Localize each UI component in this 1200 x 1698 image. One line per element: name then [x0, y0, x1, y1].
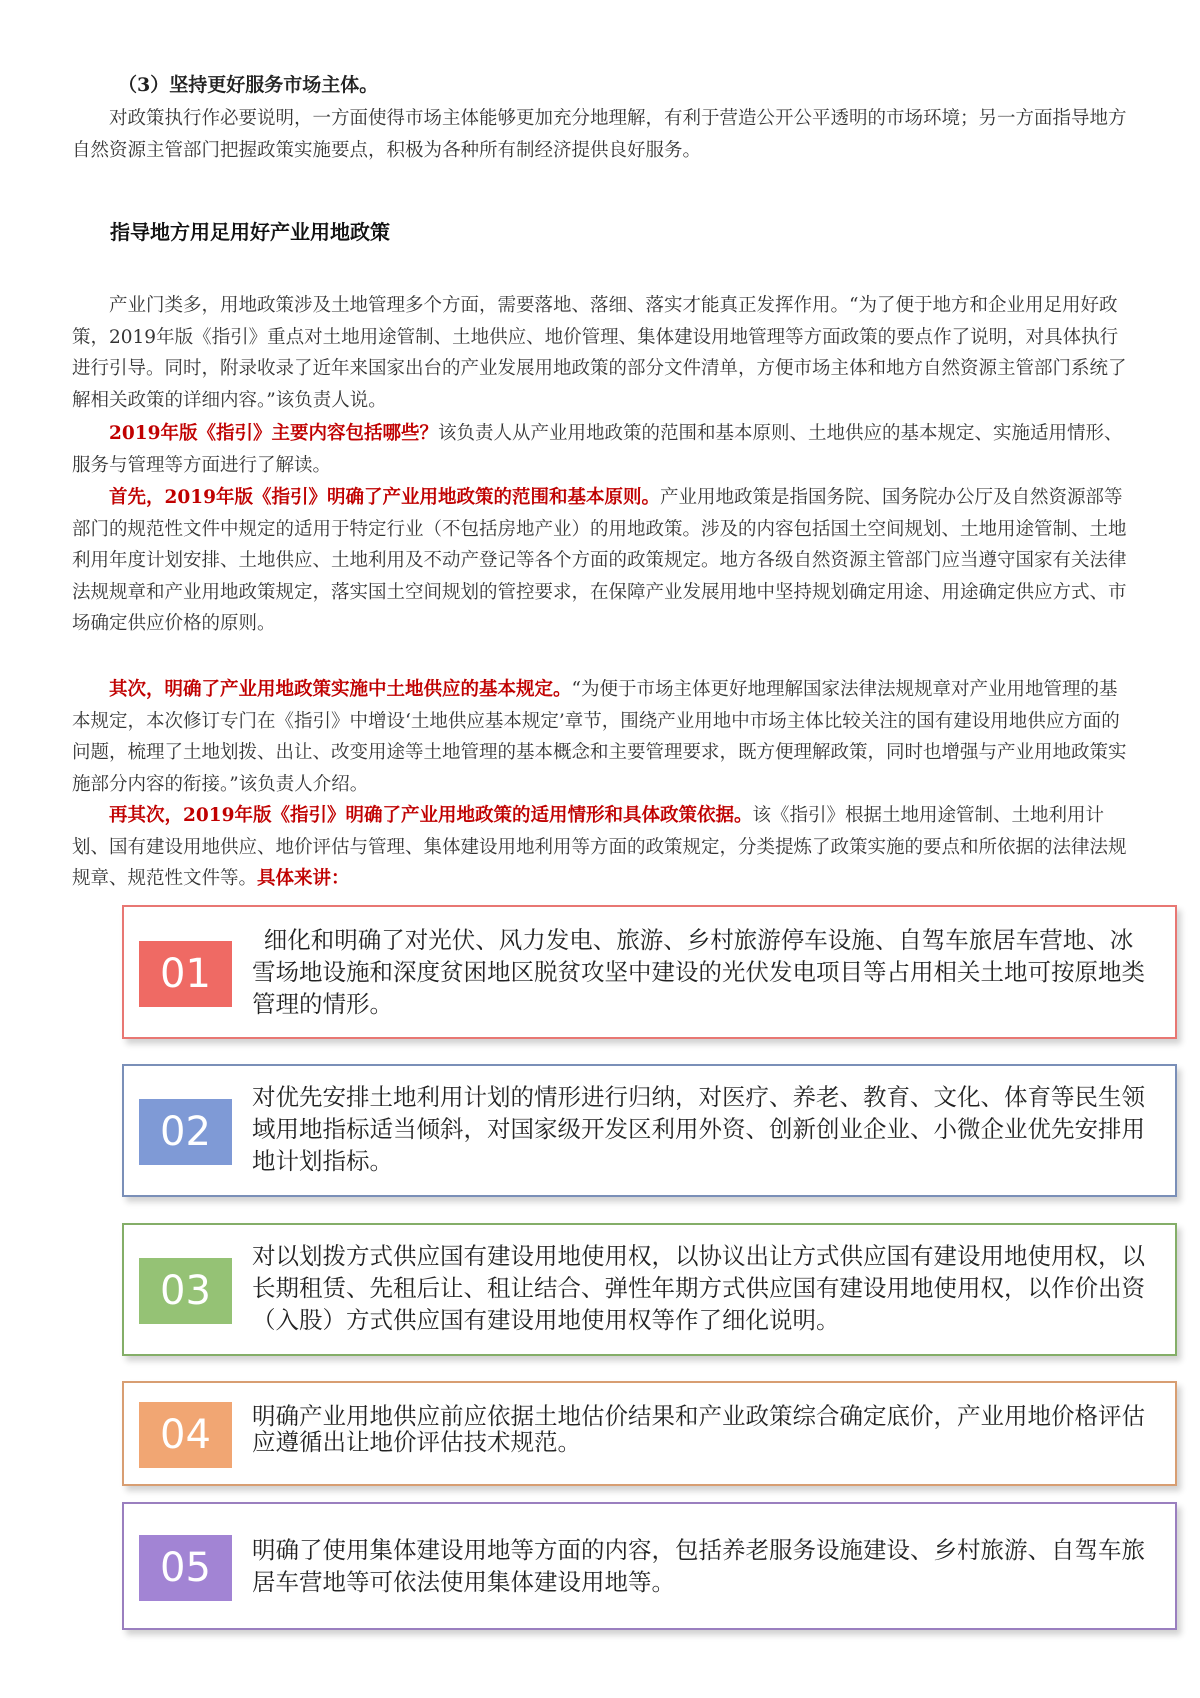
- paragraph-5-tail: 具体来讲：: [257, 868, 350, 889]
- paragraph-2: [72, 418, 1132, 481]
- item-number-badge: 01: [139, 941, 232, 1007]
- item-number-badge: 04: [139, 1402, 232, 1468]
- paragraph-5-lead: 再其次，2019年版《指引》明确了产业用地政策的适用情形和具体政策依据。: [109, 805, 753, 826]
- paragraph-3-body: 产业用地政策是指国务院、国务院办公厅及自然资源部等部门的规范性文件中规定的适用于特定行业（不包括房地产业）的用地政策。涉及的内容包括国土空间规划、土地用途管制、土地利用年度计划安排、土地供应、土地利用及不动产登记等各个方面的政策规定。地方各级自然资源主管部门应当遵守国家有关法律法规规章和产业用地政策规定，落实国土空间规划的管控要求，在保障产业发展用地中坚持规划确定用途、用途确定供应方式、市场确定供应价格的原则。: [72, 487, 1127, 634]
- intro-paragraph: 对政策执行作必要说明，一方面使得市场主体能够更加充分地理解，有利于营造公开公平透明的市场环境；另一方面指导地方自然资源主管部门把握政策实施要点，积极为各种所有制经济提供良好服务。: [72, 108, 1127, 161]
- paragraph-3: [72, 482, 1132, 640]
- paragraph-4-lead: 其次，明确了产业用地政策实施中土地供应的基本规定。: [109, 679, 572, 700]
- item-number-badge: 02: [139, 1099, 232, 1165]
- paragraph-2-body: 该负责人从产业用地政策的范围和基本原则、土地供应的基本规定、实施适用情形、服务与管理等方面进行了解读。: [72, 423, 1123, 476]
- item-box-03: [122, 1223, 1177, 1356]
- paragraph-5-body: 该《指引》根据土地用途管制、土地利用计划、国有建设用地供应、地价评估与管理、集体建设用地利用等方面的政策规定，分类提炼了政策实施的要点和所依据的法律法规规章、规范性文件等。: [72, 805, 1127, 889]
- item-box-01: [122, 905, 1177, 1039]
- item-text: 对优先安排土地利用计划的情形进行归纳，对医疗、养老、教育、文化、体育等民生领域用地指标适当倾斜，对国家级开发区利用外资、创新创业企业、小微企业优先安排用地计划指标。: [252, 1083, 1145, 1175]
- sub-heading: （3）坚持更好服务市场主体。: [118, 74, 379, 96]
- paragraph-4: [72, 674, 1132, 800]
- paragraph-5: [72, 800, 1132, 895]
- item-number-badge: 05: [139, 1535, 232, 1601]
- paragraph-4-body: “为便于市场主体更好地理解国家法律法规规章对产业用地管理的基本规定，本次修订专门在《指引》中增设‘土地供应基本规定’章节，围绕产业用地中市场主体比较关注的国有建设用地供应方面的问题，梳理了土地划拨、出让、改变用途等土地管理的基本概念和主要管理要求，既方便理解政策，同时也增强与产业用地政策实施部分内容的衔接。”该负责人介绍。: [72, 679, 1127, 795]
- item-number-badge: 03: [139, 1258, 232, 1324]
- item-text: 细化和明确了对光伏、风力发电、旅游、乡村旅游停车设施、自驾车旅居车营地、冰雪场地设施和深度贫困地区脱贫攻坚中建设的光伏发电项目等占用相关土地可按原地类管理的情形。: [252, 926, 1145, 1018]
- item-text: 明确了使用集体建设用地等方面的内容，包括养老服务设施建设、乡村旅游、自驾车旅居车营地等可依法使用集体建设用地等。: [252, 1536, 1145, 1596]
- item-text: 对以划拨方式供应国有建设用地使用权，以协议出让方式供应国有建设用地使用权，以长期租赁、先租后让、租让结合、弹性年期方式供应国有建设用地使用权，以作价出资（入股）方式供应国有建设用地使用权等作了细化说明。: [252, 1242, 1145, 1334]
- item-box-05: [122, 1502, 1177, 1630]
- section-title: 指导地方用足用好产业用地政策: [110, 220, 390, 244]
- item-text: 明确产业用地供应前应依据土地估价结果和产业政策综合确定底价，产业用地价格评估应遵循出让地价评估技术规范。: [252, 1402, 1145, 1456]
- paragraph-2-lead: 2019年版《指引》主要内容包括哪些？: [109, 423, 438, 444]
- paragraph-1: 产业门类多，用地政策涉及土地管理多个方面，需要落地、落细、落实才能真正发挥作用。“为了便于地方和企业用足用好政策，2019年版《指引》重点对土地用途管制、土地供应、地价管理、集体建设用地管理等方面政策的要点作了说明，对具体执行进行引导。同时，附录收录了近年来国家出台的产业发展用地政策的部分文件清单，方便市场主体和地方自然资源主管部门系统了解相关政策的详细内容。”该负责人说。: [72, 295, 1127, 411]
- item-box-04: [122, 1381, 1177, 1486]
- paragraph-3-lead: 首先，2019年版《指引》明确了产业用地政策的范围和基本原则。: [109, 487, 660, 508]
- item-box-02: [122, 1064, 1177, 1197]
